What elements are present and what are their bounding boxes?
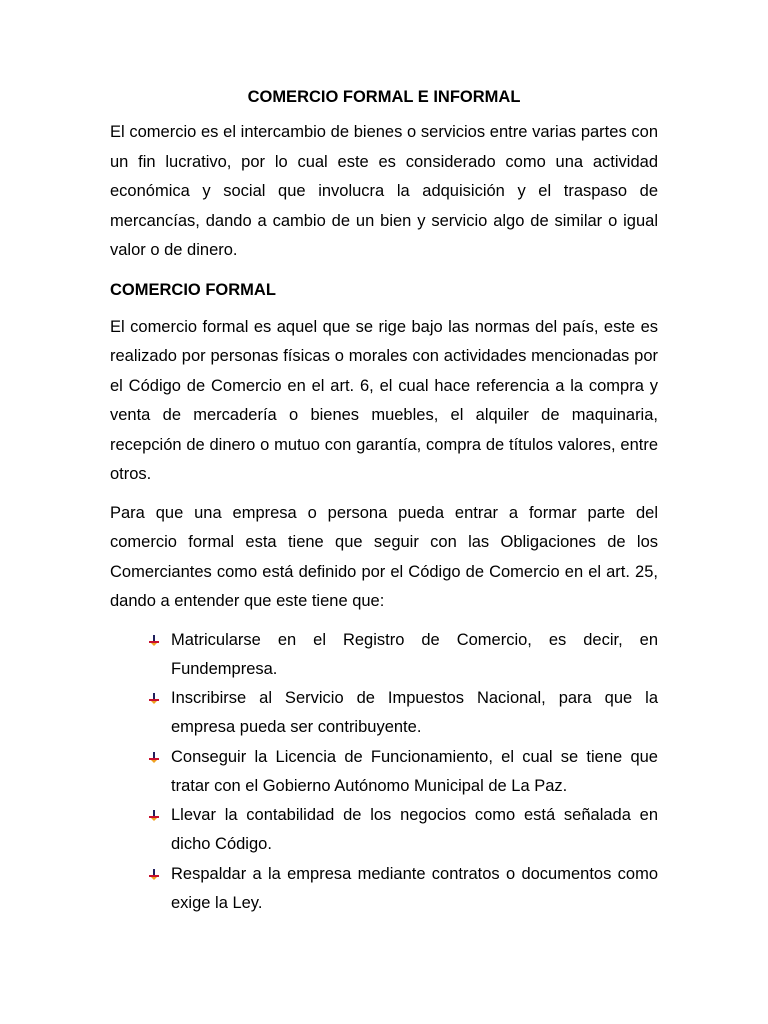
list-item-text: Inscribirse al Servicio de Impuestos Nacional, para que la empresa pueda ser contribuyente.	[171, 689, 658, 736]
list-item-text: Respaldar a la empresa mediante contratos o documentos como exige la Ley.	[171, 864, 658, 912]
list-item	[110, 860, 658, 918]
list-item	[110, 626, 658, 684]
arrow-bullet-icon	[148, 752, 160, 764]
section-heading: COMERCIO FORMAL	[110, 280, 276, 299]
paragraph-1: El comercio formal es aquel que se rige bajo las normas del país, este es realizado por personas físicas o morales con actividades mencionadas por el Código de Comercio en el art. 6, el cual hace referencia a la compra y venta de mercadería o bienes muebles, el alquiler de maquinaria, recepción de dinero o mutuo con garantía, compra de títulos valores, entre otros.	[110, 317, 658, 483]
arrow-bullet-icon	[148, 869, 160, 881]
list-item	[110, 684, 658, 742]
arrow-bullet-icon	[148, 635, 160, 647]
intro-paragraph: El comercio es el intercambio de bienes o servicios entre varias partes con un fin lucrativo, por lo cual este es considerado como una actividad económica y social que involucra la adquisición y el traspaso de mercancías, dando a cambio de un bien y servicio algo de similar o igual valor o de dinero.	[110, 123, 658, 259]
list-item-text: Llevar la contabilidad de los negocios como está señalada en dicho Código.	[171, 806, 658, 853]
list-item	[110, 801, 658, 859]
obligations-list	[110, 626, 658, 918]
list-item-text: Conseguir la Licencia de Funcionamiento, el cual se tiene que tratar con el Gobierno Autónomo Municipal de La Paz.	[171, 747, 658, 795]
list-item	[110, 743, 658, 801]
arrow-bullet-icon	[148, 810, 160, 822]
paragraph-2: Para que una empresa o persona pueda entrar a formar parte del comercio formal esta tiene que seguir con las Obligaciones de los Comerciantes como está definido por el Código de Comercio en el art. 25, dando a entender que este tiene que:	[110, 503, 658, 610]
list-item-text: Matricularse en el Registro de Comercio, es decir, en Fundempresa.	[171, 630, 658, 678]
arrow-bullet-icon	[148, 693, 160, 705]
document-page	[110, 82, 658, 918]
document-title: COMERCIO FORMAL E INFORMAL	[247, 88, 521, 106]
